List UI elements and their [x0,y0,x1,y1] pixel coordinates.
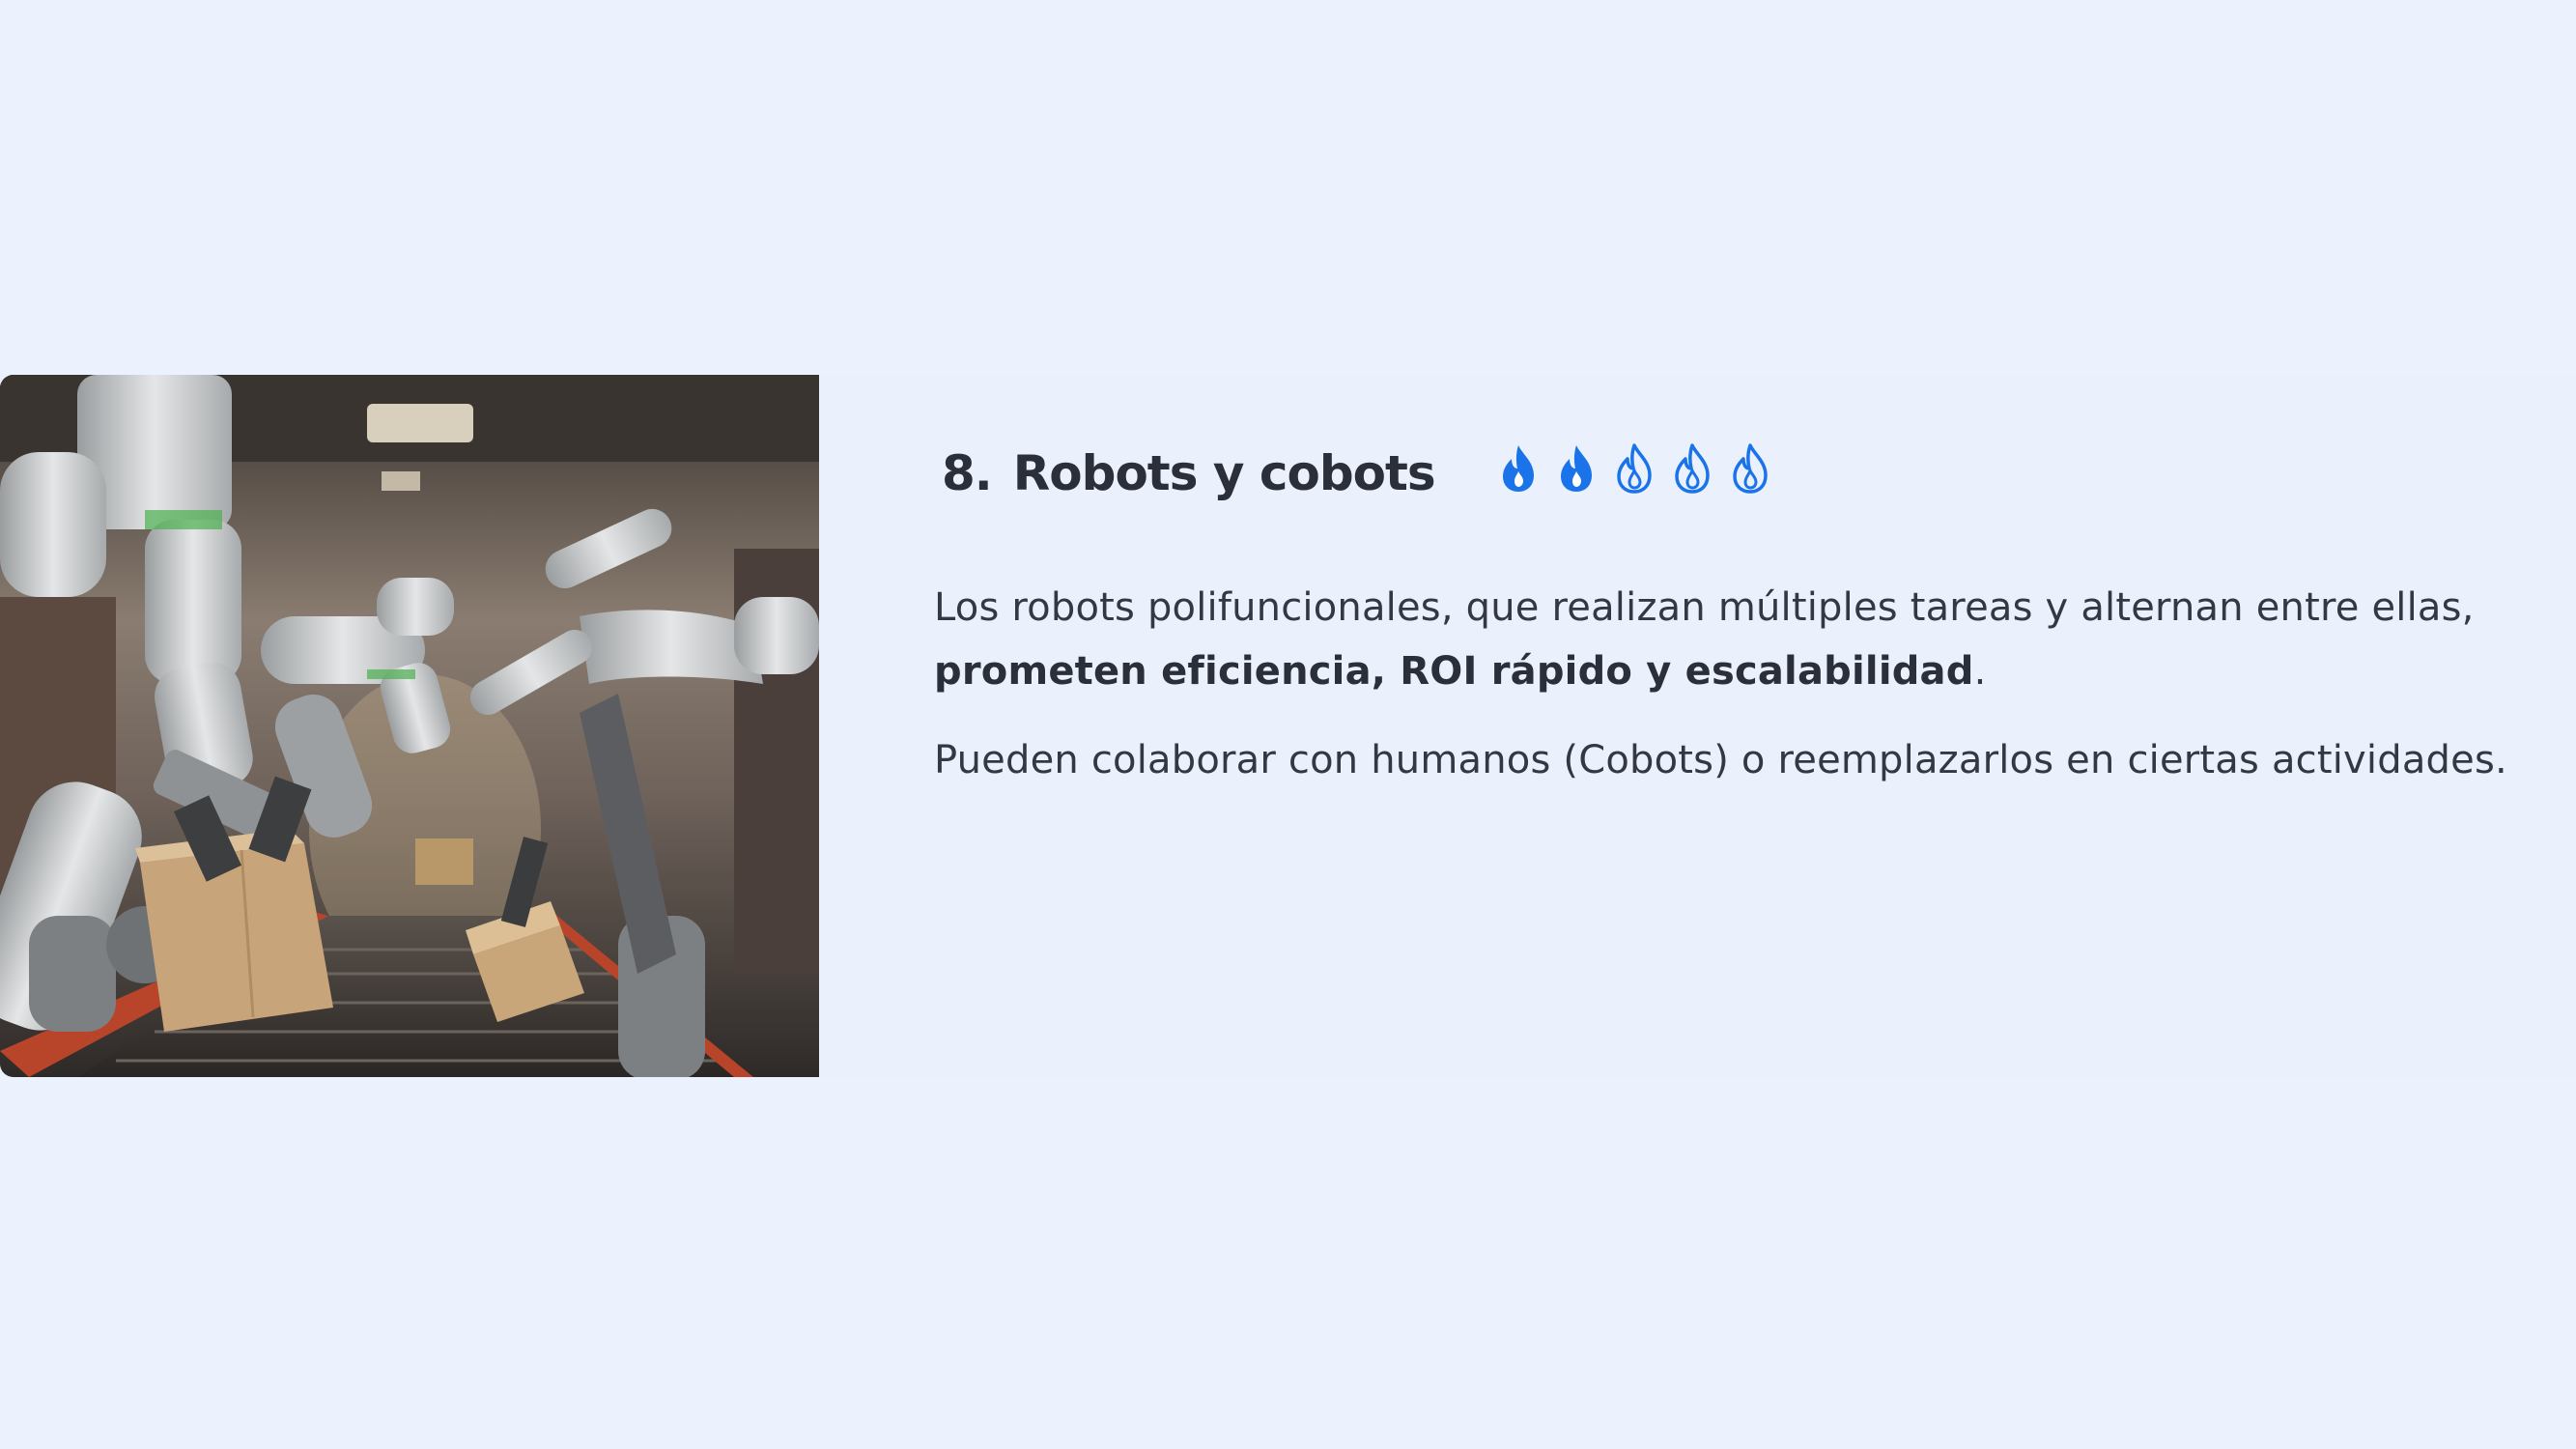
paragraph-2: Pueden colaborar con humanos (Cobots) o reemplazarlos en ciertas actividades. [934,738,2507,782]
section-number: 8. [942,445,992,501]
flame-icon-filled [1495,442,1542,495]
section-title: Robots y cobots [1012,445,1435,501]
flame-rating [1495,442,1773,495]
flame-icon-outline [1669,442,1715,495]
paragraph-1 [934,576,2518,703]
robots-illustration [0,375,819,1077]
flame-icon-outline [1727,442,1773,495]
flame-icon-outline [1611,442,1657,495]
paragraph-1-end: . [1973,649,1987,694]
slide-title [942,440,1435,507]
flame-icon-filled [1553,442,1599,495]
robots-photo [0,375,819,1077]
paragraph-1-text: Los robots polifuncionales, que realizan múltiples tareas y alternan entre ellas, [934,585,2475,630]
paragraph-1-bold: prometen eficiencia, ROI rápido y escalabilidad [934,649,1974,694]
